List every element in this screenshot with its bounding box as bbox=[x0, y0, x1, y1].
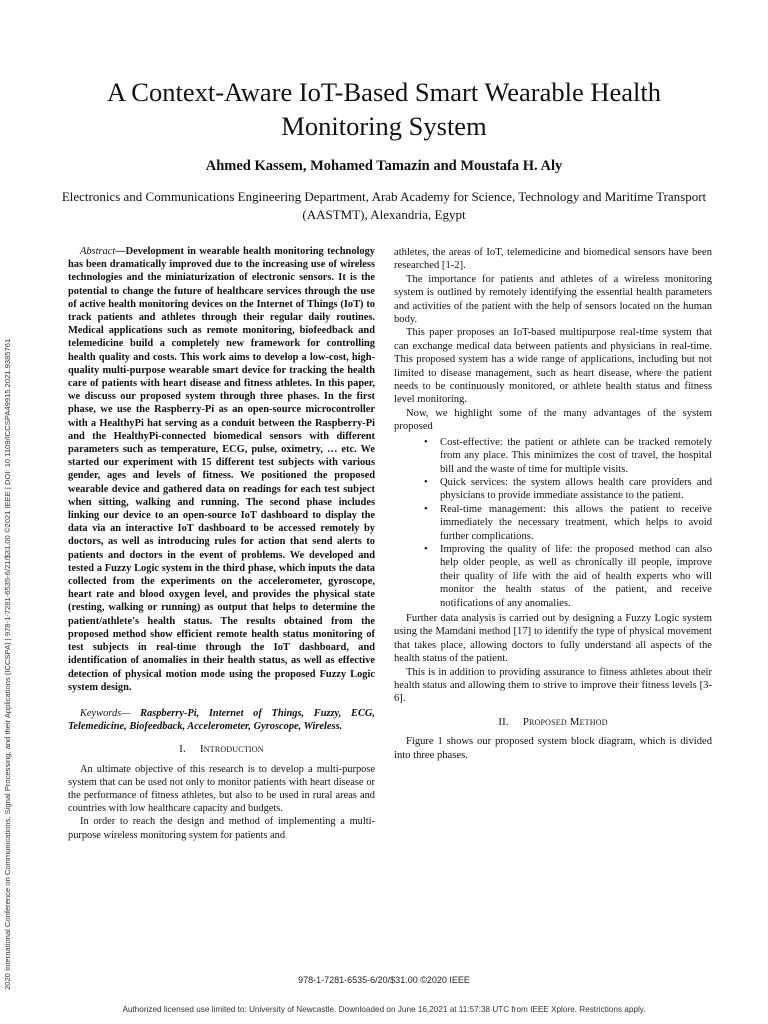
right-column bbox=[394, 246, 712, 762]
list-item-text: Improving the quality of life: the proposed method can also help older people, as well as chronically ill people, improve their quality of life with the aid of health experts who will monitor the health status of the patient, and receive notifications of any anomalies. bbox=[440, 543, 712, 609]
affiliation: Electronics and Communications Engineering Department, Arab Academy for Science, Technology and Maritime Transport (AASTMT), Alexandria, Egypt bbox=[61, 189, 707, 222]
bullet-icon: • bbox=[424, 543, 428, 555]
abstract bbox=[68, 245, 375, 694]
footer-license: Authorized licensed use limited to: University of Newcastle. Downloaded on June 16,2021 at 11:57:38 UTC from IEEE Xplore. Restrictions apply. bbox=[122, 1005, 646, 1014]
paragraph-continued: athletes, the areas of IoT, telemedicine and biomedical sensors have been researched [1-2]. bbox=[394, 247, 712, 272]
section-heading-proposed-method bbox=[394, 716, 712, 729]
bullet-icon: • bbox=[424, 476, 428, 488]
list-item bbox=[394, 436, 712, 476]
author-list: Ahmed Kassem, Mohamed Tamazin and Moustafa H. Aly bbox=[205, 158, 563, 174]
abstract-text: —Development in wearable health monitoring technology has been dramatically improved due to the increasing use of wireless technologies and the miniaturization of electronic sensors. It is the potential to change the future of healthcare services through the use of active health monitoring devices on the Internet of Things (IoT) to track patients and athletes through their regular daily routines. Medical applications such as remote monitoring, biofeedback and telemedicine build a completely new framework for controlling health quality and costs. This work aims to develop a low-cost, high-quality multi-purpose wearable smart device for tracking the health care of patients with heart disease and fitness athletes. In this paper, we discuss our proposed system through three phases. In the first phase, we use the Raspberry-Pi as an open-source microcontroller with a HealthyPi hat serving as a conduit between the Raspberry-Pi and the HealthyPi-connected biomedical sensors with different parameters such as temperature, ECG, pulse, oximetry, … etc. We started our experiment with 15 different test subjects with various gender, ages and levels of fitness. We positioned the proposed wearable device and gathered data on readings for each test subject when sitting, walking and running. The second phase includes linking our device to an open-source IoT dashboard to display the data via an interactive IoT dashboard to be accessed remotely by doctors, as well as introducing rules for action that send alerts to patients and doctors in the event of problems. We developed and tested a Fuzzy Logic system in the third phase, which inputs the data collected from the experiments on the accelerometer, gyroscope, heart rate and blood oxygen level, and provides the physical state (resting, walking or running) as output that helps to determine the patient/athlete's health status. The results obtained from the proposed method show efficient remote health status monitoring of test subjects in real-time through the IoT dashboard, and identification of anomalies in their health status, as well as effective detection of physical motion mode using the proposed Fuzzy Logic system design. bbox=[68, 246, 375, 693]
section-number: II. bbox=[498, 715, 509, 728]
footer-copyright: 978-1-7281-6535-6/20/$31.00 ©2020 IEEE bbox=[298, 975, 470, 985]
bullet-icon: • bbox=[424, 503, 428, 515]
intro-paragraph-2: In order to reach the design and method of implementing a multi-purpose wireless monitoring system for patients and bbox=[68, 816, 375, 841]
paragraph-fitness: This is in addition to providing assurance to fitness athletes about their health status and allowing them to strive to improve their fitness levels [3-6]. bbox=[394, 666, 712, 705]
left-column bbox=[68, 245, 375, 842]
list-item bbox=[394, 543, 712, 610]
doi-side-note: 2020 International Conference on Communications, Signal Processing, and their Applications (ICCSPA) | 978-1-7281-6535-6/21/$31.00 ©2021 IEEE | DOI: 10.1109/ICCSPA49915.2021.9385761 bbox=[3, 338, 12, 990]
list-item-text: Quick services: the system allows health care providers and physicians to provide immediate assistance to the patient. bbox=[440, 476, 712, 502]
list-item bbox=[394, 476, 712, 503]
list-item-text: Cost-effective: the patient or athlete can be tracked remotely from any place. This minimizes the cost of travel, the hospital bill and the waste of time for multiple visits. bbox=[440, 436, 712, 475]
advantages-list bbox=[394, 436, 712, 610]
abstract-label: Abstract bbox=[80, 246, 116, 257]
paragraph-further-analysis: Further data analysis is carried out by designing a Fuzzy Logic system using the Mamdani method [17] to identify the type of physical movement that takes place, allowing doctors to fully understand all aspects of the health status of the patient. bbox=[394, 612, 712, 665]
keywords-label: Keywords— bbox=[80, 707, 131, 719]
list-item bbox=[394, 503, 712, 543]
paragraph-figure-1: Figure 1 shows our proposed system block diagram, which is divided into three phases. bbox=[394, 736, 712, 761]
bullet-icon: • bbox=[424, 436, 428, 448]
paragraph-advantages-intro: Now, we highlight some of the many advantages of the system proposed bbox=[394, 407, 712, 433]
section-heading-introduction bbox=[68, 743, 375, 756]
list-item-text: Real-time management: this allows the patient to receive immediately the necessary treatment, which helps to avoid further complications. bbox=[440, 503, 712, 542]
paragraph-proposal: This paper proposes an IoT-based multipurpose real-time system that can exchange medical data between patients and physicians in real-time. This proposed system has a wide range of applications, including but not limited to disease management, such as heart disease, where the patient needs to be continuously monitored, or athlete health status and fitness level monitoring. bbox=[394, 327, 712, 406]
paragraph-importance: The importance for patients and athletes of a wireless monitoring system is outlined by remotely identifying the essential health parameters and activities of the patient with the help of sensors located on the human body. bbox=[394, 273, 712, 326]
keywords-text: Raspberry-Pi, Internet of Things, Fuzzy, ECG, Telemedicine, Biofeedback, Accelerometer, Gyroscope, Wireless. bbox=[68, 707, 375, 733]
section-number: I. bbox=[179, 743, 186, 756]
section-title: Introduction bbox=[199, 743, 264, 756]
intro-paragraph-1: An ultimate objective of this research is to develop a multi-purpose system that can be used not only to monitor patients with heart disease or the performance of fitness athletes, but also to be used in rural areas and countries with low healthcare capacity and budgets. bbox=[68, 763, 375, 815]
section-title: Proposed Method bbox=[522, 715, 608, 728]
keywords bbox=[68, 707, 375, 733]
paper-title: A Context-Aware IoT-Based Smart Wearable Health Monitoring System bbox=[107, 77, 661, 141]
